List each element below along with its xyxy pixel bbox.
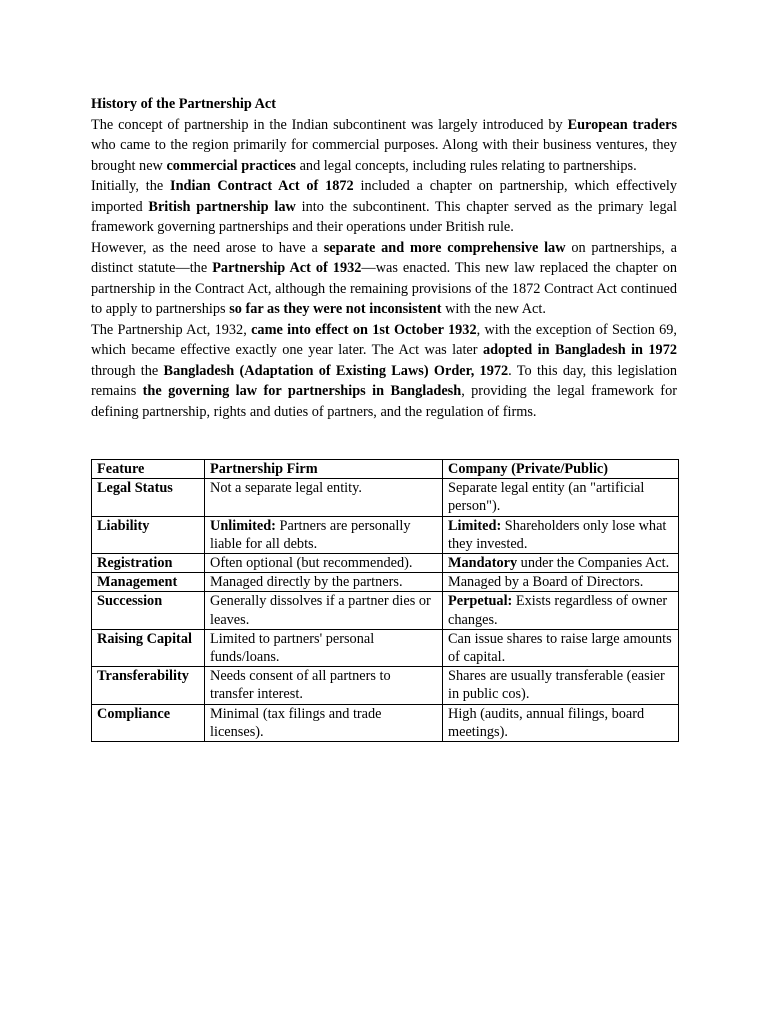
bold-text-run: Limited: <box>448 517 502 534</box>
table-row <box>92 554 679 573</box>
feature-cell: Registration <box>92 554 205 573</box>
feature-cell: Transferability <box>92 667 205 704</box>
table-row <box>92 667 679 704</box>
text-run: The concept of partnership in the Indian subcontinent was largely introduced by <box>91 116 568 133</box>
bold-text-run: Mandatory <box>448 555 518 572</box>
firm-cell <box>205 554 443 573</box>
company-cell <box>443 629 679 666</box>
text-run: Limited to partners' personal funds/loans. <box>210 630 375 666</box>
table-row <box>92 704 679 741</box>
comparison-table <box>91 459 679 742</box>
company-cell <box>443 704 679 741</box>
firm-cell <box>205 516 443 553</box>
table-row <box>92 516 679 553</box>
text-run: Needs consent of all partners to transfer interest. <box>210 668 391 703</box>
paragraph <box>91 320 677 423</box>
header-cell-company: Company (Private/Public) <box>443 460 679 479</box>
firm-cell <box>205 573 443 592</box>
text-run: High (audits, annual filings, board meetings). <box>448 705 645 740</box>
text-run: on partnerships, a distinct statute—the <box>91 239 677 276</box>
feature-cell: Succession <box>92 592 205 629</box>
bold-text-run: Indian Contract Act of 1872 <box>170 178 354 194</box>
bold-text-run: separate and more comprehensive law <box>323 239 566 256</box>
text-run: and legal concepts, including rules relating to partnerships. <box>296 157 637 174</box>
paragraph <box>91 238 677 320</box>
feature-cell: Compliance <box>92 704 205 741</box>
text-run: Exists regardless of owner changes. <box>448 593 668 628</box>
bold-text-run: adopted in Bangladesh in 1972 <box>482 342 677 358</box>
feature-cell: Management <box>92 573 205 592</box>
bold-text-run: European traders <box>567 116 678 133</box>
document-body <box>91 94 677 422</box>
company-cell <box>443 516 679 553</box>
bold-text-run: so far as they were not inconsistent <box>229 301 442 317</box>
paragraph <box>91 115 677 177</box>
text-run: Initially, the <box>91 178 170 194</box>
text-run: Managed by a Board of Directors. <box>448 574 644 591</box>
text-run: Shareholders only lose what they invested. <box>448 517 667 552</box>
text-run: Shares are usually transferable (easier in public cos). <box>448 668 665 703</box>
company-cell <box>443 554 679 573</box>
table-row <box>92 592 679 629</box>
header-cell-feature: Feature <box>92 460 205 479</box>
company-cell <box>443 592 679 629</box>
text-run: under the Companies Act. <box>517 555 670 572</box>
feature-cell: Liability <box>92 516 205 553</box>
paragraph <box>91 176 677 238</box>
firm-cell <box>205 629 443 666</box>
firm-cell <box>205 667 443 704</box>
feature-cell: Legal Status <box>92 479 205 516</box>
text-run: Not a separate legal entity. <box>210 480 362 497</box>
text-run: . To this day, this legislation remains <box>91 362 677 399</box>
text-run: with the new Act. <box>441 301 546 317</box>
text-run: Generally dissolves if a partner dies or leaves. <box>210 593 431 628</box>
firm-cell <box>205 479 443 516</box>
company-cell <box>443 667 679 704</box>
text-run: who came to the region primarily for commercial purposes. Along with their business ventures, they brought new <box>91 137 677 174</box>
bold-text-run: the governing law for partnerships in Bangladesh <box>142 383 462 399</box>
company-cell <box>443 573 679 592</box>
table-row <box>92 629 679 666</box>
bold-text-run: British partnership law <box>148 198 296 215</box>
feature-cell: Raising Capital <box>92 629 205 666</box>
section-heading: History of the Partnership Act <box>91 96 277 112</box>
text-run: into the subcontinent. This chapter served as the primary legal framework governing partnerships and their operations under British rule. <box>91 198 677 235</box>
text-run: Can issue shares to raise large amounts of capital. <box>448 630 672 666</box>
bold-text-run: Bangladesh (Adaptation of Existing Laws) Order, 1972 <box>163 362 509 379</box>
firm-cell <box>205 704 443 741</box>
text-run: Often optional (but recommended). <box>210 555 413 572</box>
bold-text-run: Partnership Act of 1932 <box>212 260 362 276</box>
bold-text-run: came into effect on 1st October 1932 <box>251 321 477 338</box>
text-run: However, as the need arose to have a <box>91 239 324 256</box>
text-run: Managed directly by the partners. <box>210 574 403 591</box>
text-run: Minimal (tax filings and trade licenses). <box>210 705 382 740</box>
firm-cell <box>205 592 443 629</box>
text-run: —was enacted. This new law replaced the chapter on partnership in the Contract Act, although the remaining provisions of the 1872 Contract Act continued to apply to partnerships <box>91 260 678 317</box>
text-run: Partners are personally liable for all debts. <box>210 517 411 552</box>
table-row <box>92 573 679 592</box>
header-cell-partnership-firm: Partnership Firm <box>205 460 443 479</box>
text-run: The Partnership Act, 1932, <box>91 321 252 338</box>
table-row <box>92 479 679 516</box>
text-run: , providing the legal framework for defining partnership, rights and duties of partners, and the regulation of firms. <box>91 383 677 420</box>
bold-text-run: commercial practices <box>166 157 296 174</box>
text-run: Separate legal entity (an "artificial person"). <box>448 480 645 515</box>
text-run: , with the exception of Section 69, which became effective exactly one year later. The Act was later <box>91 321 677 358</box>
company-cell <box>443 479 679 516</box>
text-run: included a chapter on partnership, which effectively imported <box>91 178 677 215</box>
text-run: through the <box>91 362 164 379</box>
bold-text-run: Perpetual: <box>448 593 513 610</box>
bold-text-run: Unlimited: <box>210 517 276 534</box>
table-header-row <box>92 460 679 479</box>
